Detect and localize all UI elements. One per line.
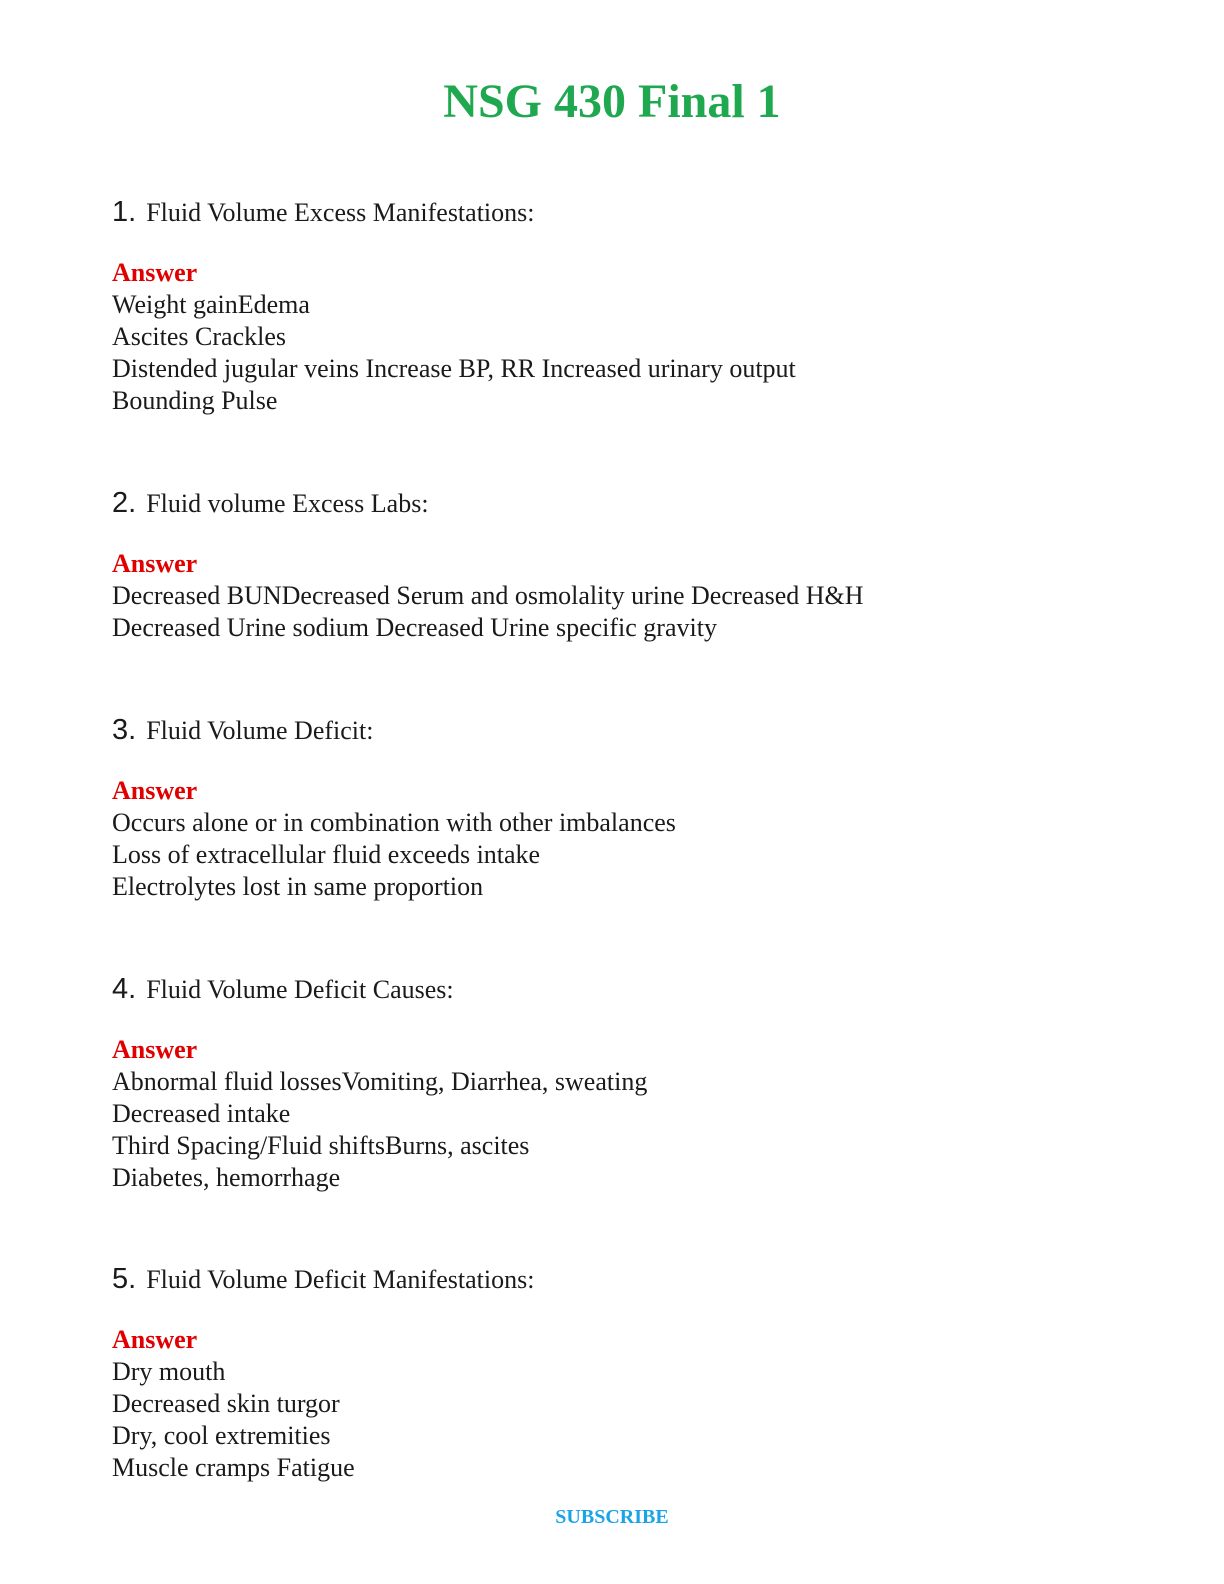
question-number: 5. xyxy=(112,1263,137,1295)
question-header xyxy=(112,485,1112,521)
question-header xyxy=(112,1261,1112,1297)
answer-line: Diabetes, hemorrhage xyxy=(112,1163,341,1192)
answer-line: Decreased skin turgor xyxy=(112,1389,340,1418)
answer-line: Weight gainEdema xyxy=(112,290,310,319)
answer-label: Answer xyxy=(112,776,198,805)
question-block-4 xyxy=(112,971,1112,1194)
question-text: Fluid Volume Deficit: xyxy=(146,716,374,745)
question-text: Fluid volume Excess Labs: xyxy=(146,489,429,518)
answer-line: Bounding Pulse xyxy=(112,386,278,415)
question-header xyxy=(112,712,1112,748)
answer-line: Decreased Urine sodium Decreased Urine specific gravity xyxy=(112,613,717,642)
answer-label: Answer xyxy=(112,258,198,287)
answer-line: Distended jugular veins Increase BP, RR Increased urinary output xyxy=(112,354,796,383)
question-header xyxy=(112,194,1112,230)
document-title: NSG 430 Final 1 xyxy=(443,75,781,128)
question-block-1 xyxy=(112,194,1112,417)
answer-label: Answer xyxy=(112,549,198,578)
question-text: Fluid Volume Excess Manifestations: xyxy=(146,198,535,227)
question-number: 2. xyxy=(112,487,137,519)
question-number: 4. xyxy=(112,973,137,1005)
question-header xyxy=(112,971,1112,1007)
answer-line: Ascites Crackles xyxy=(112,322,287,351)
answer-label: Answer xyxy=(112,1035,198,1064)
question-text: Fluid Volume Deficit Manifestations: xyxy=(146,1265,535,1294)
question-number: 1. xyxy=(112,196,137,228)
answer-line: Abnormal fluid lossesVomiting, Diarrhea, sweating xyxy=(112,1067,648,1096)
answer-label: Answer xyxy=(112,1325,198,1354)
subscribe-link[interactable]: SUBSCRIBE xyxy=(555,1506,669,1528)
answer-line: Electrolytes lost in same proportion xyxy=(112,872,484,901)
answer-line: Decreased intake xyxy=(112,1099,291,1128)
question-block-5 xyxy=(112,1261,1112,1484)
answer-line: Decreased BUNDecreased Serum and osmolality urine Decreased H&H xyxy=(112,581,864,610)
answer-line: Muscle cramps Fatigue xyxy=(112,1453,355,1482)
answer-line: Third Spacing/Fluid shiftsBurns, ascites xyxy=(112,1131,530,1160)
answer-line: Occurs alone or in combination with other imbalances xyxy=(112,808,676,837)
question-text: Fluid Volume Deficit Causes: xyxy=(146,975,454,1004)
question-block-2 xyxy=(112,485,1112,644)
answer-line: Dry mouth xyxy=(112,1357,226,1386)
answer-line: Loss of extracellular fluid exceeds intake xyxy=(112,840,541,869)
question-block-3 xyxy=(112,712,1112,903)
answer-line: Dry, cool extremities xyxy=(112,1421,331,1450)
question-number: 3. xyxy=(112,714,137,746)
